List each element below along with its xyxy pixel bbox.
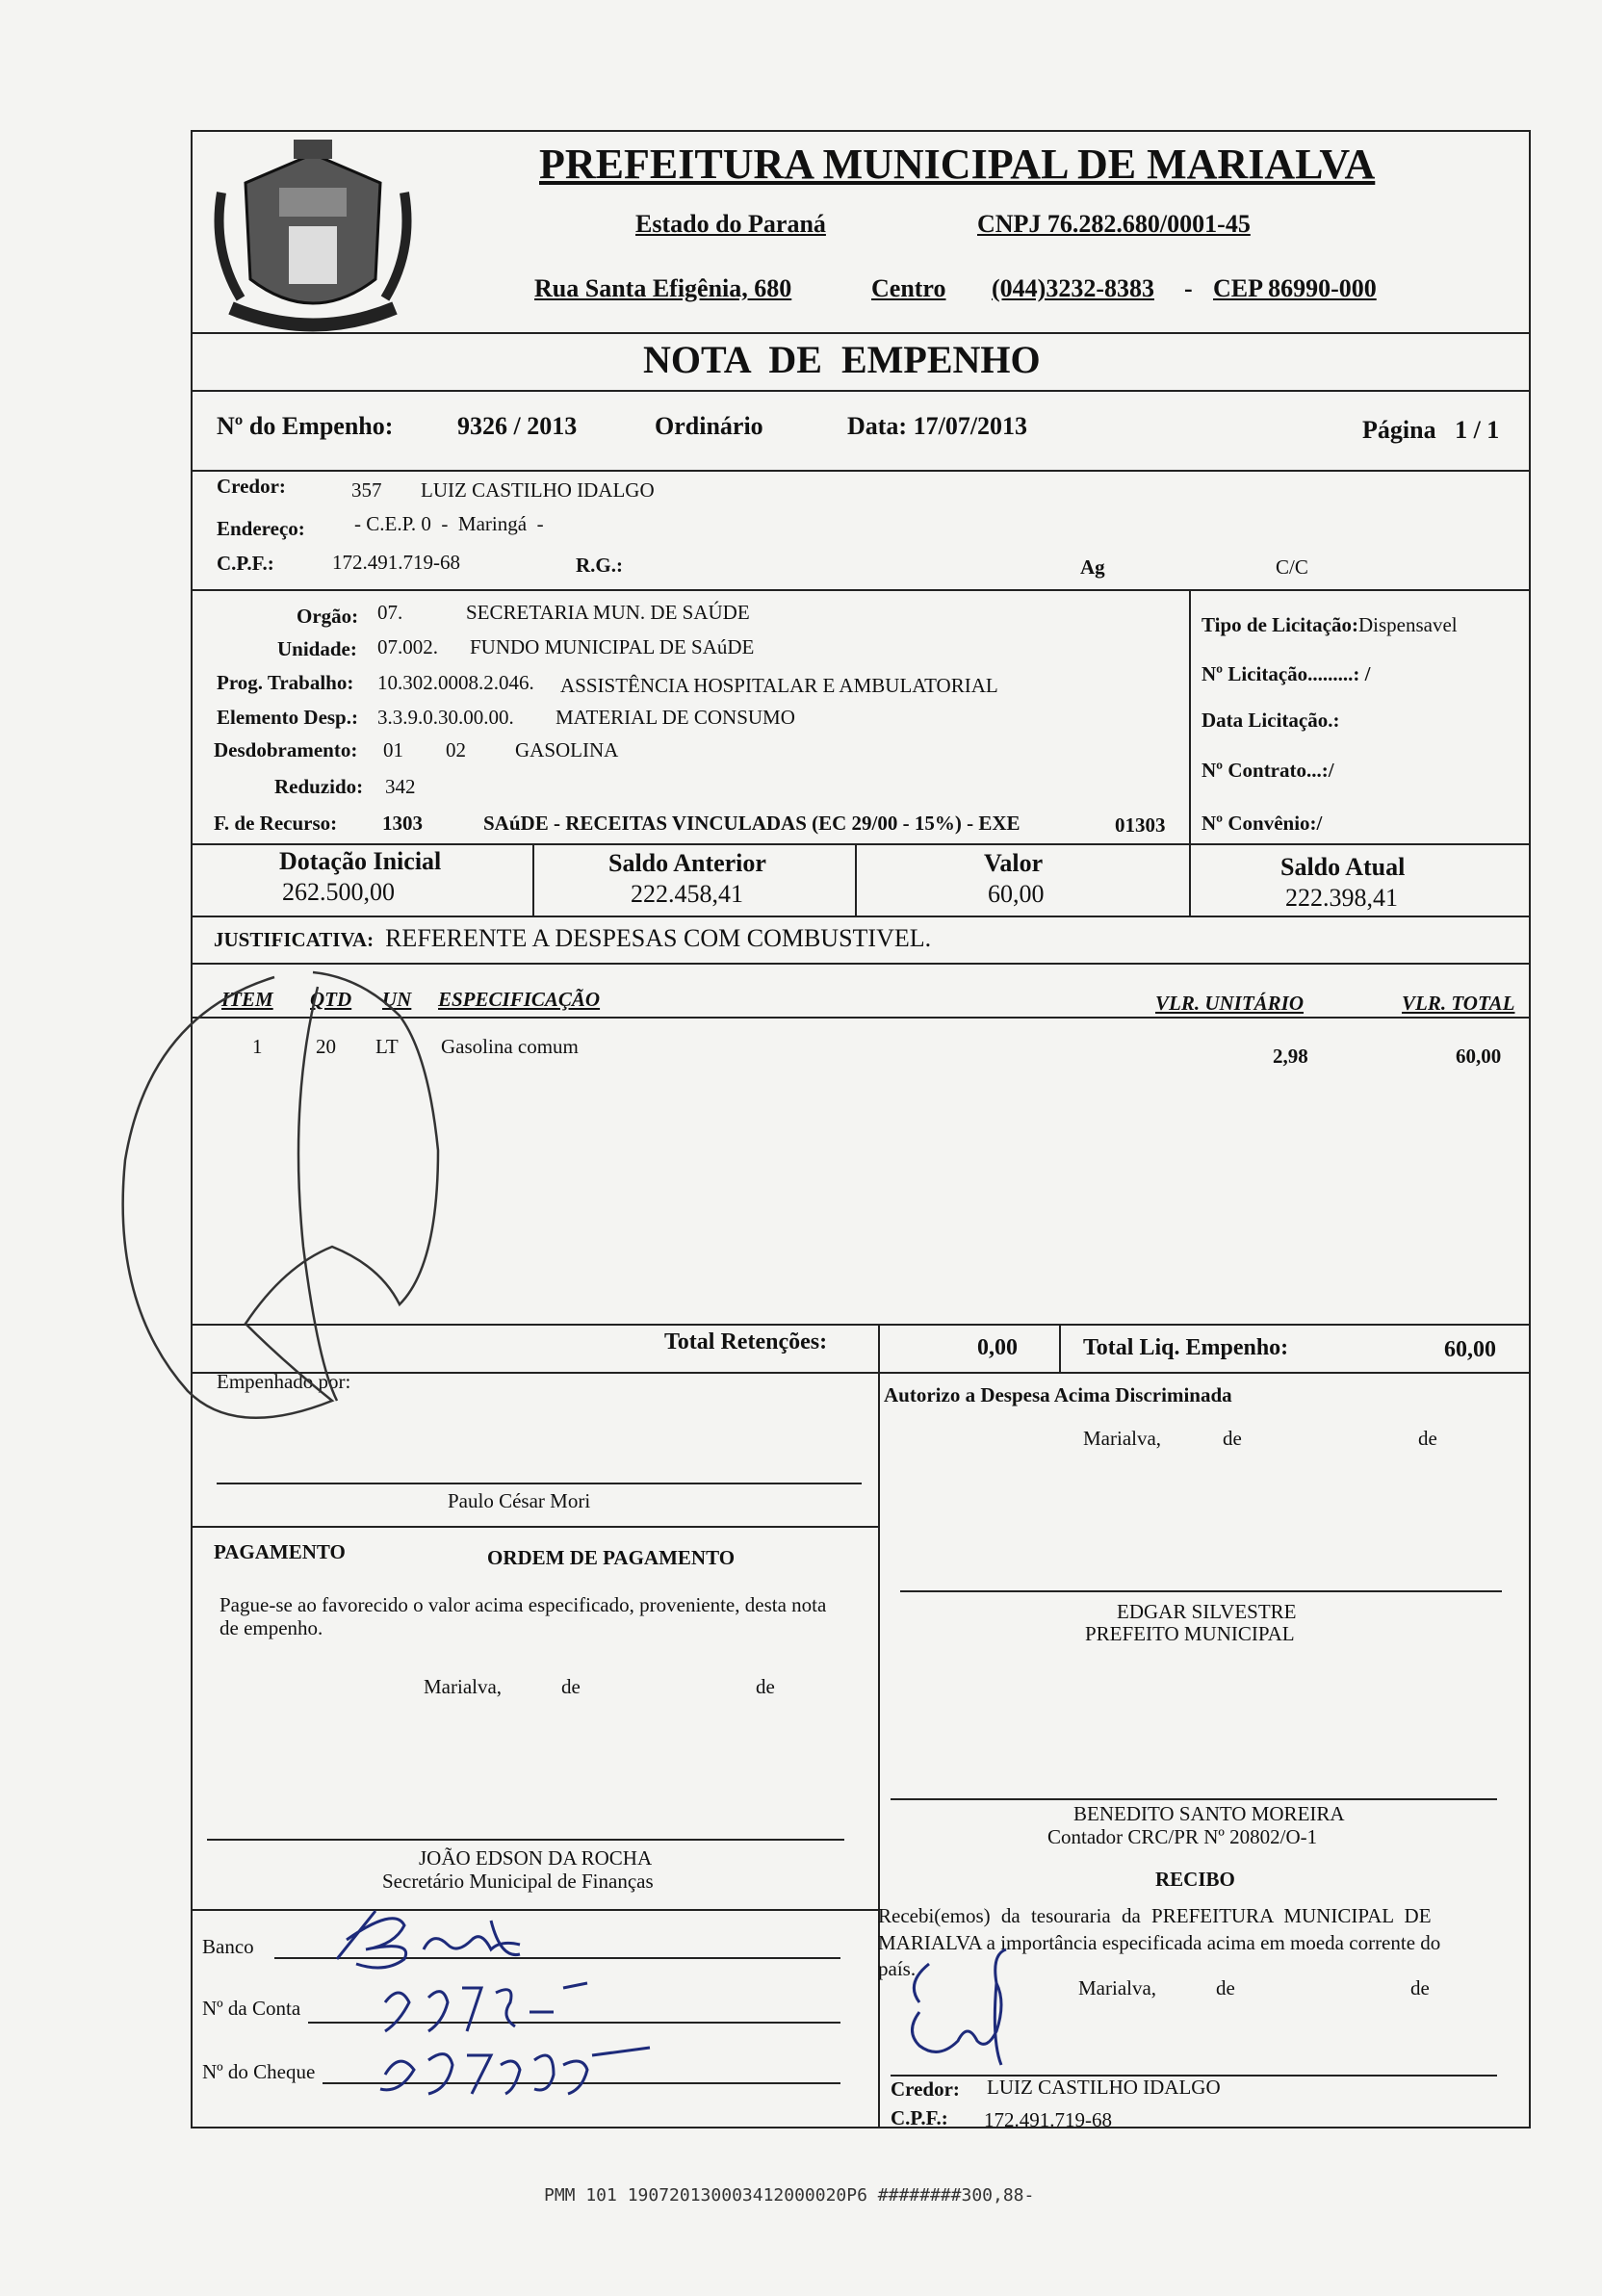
recibo-de-1: de [1216,1976,1235,1999]
licitacao-tipo [1202,613,1458,637]
prefeito-name: EDGAR SILVESTRE [1117,1600,1297,1623]
autorizo-label: Autorizo a Despesa Acima Discriminada [884,1383,1232,1406]
municipality-title: PREFEITURA MUNICIPAL DE MARIALVA [539,141,1376,188]
pagamento-de-1: de [561,1675,581,1698]
saldo-anterior-label: Saldo Anterior [608,849,766,877]
cnpj: CNPJ 76.282.680/0001-45 [977,210,1251,238]
contador-role: Contador CRC/PR Nº 20802/O-1 [1047,1825,1318,1848]
licitacao-numero: Nº Licitação.........: / [1202,662,1371,685]
liquido-value: 60,00 [1444,1337,1496,1362]
elemento-label: Elemento Desp.: [217,706,358,729]
cpf-value: 172.491.719-68 [332,551,460,574]
credor-name: LUIZ CASTILHO IDALGO [421,478,655,502]
recibo-title: RECIBO [1155,1868,1235,1891]
retencoes-value: 0,00 [977,1335,1018,1360]
credor-code: 357 [351,478,382,502]
secretario-role: Secretário Municipal de Finanças [382,1870,654,1893]
desdobramento-label: Desdobramento: [214,738,358,761]
prefeito-role: PREFEITO MUNICIPAL [1085,1622,1295,1645]
row-qtd: 20 [316,1035,336,1058]
unidade-name: FUNDO MUNICIPAL DE SAúDE [470,635,755,658]
pagamento-label: PAGAMENTO [214,1540,346,1563]
row-item: 1 [252,1035,263,1058]
autorizo-city: Marialva, [1083,1427,1162,1450]
credor-label: Credor: [217,475,286,498]
pen-scribble-loop [111,958,592,1439]
divider [1059,1324,1061,1372]
conta-handwriting [371,1974,592,2041]
divider [191,843,1531,845]
prog-label: Prog. Trabalho: [217,671,354,694]
col-unitario: VLR. UNITÁRIO [1155,992,1305,1015]
divider [1189,589,1191,843]
unidade-label: Unidade: [277,637,357,660]
col-un: UN [382,988,412,1011]
recurso-code-2: 01303 [1115,813,1166,837]
recibo-city: Marialva, [1078,1976,1157,1999]
justificativa-text: REFERENTE A DESPESAS COM COMBUSTIVEL. [385,924,932,952]
divider [855,843,857,916]
pagamento-city: Marialva, [424,1675,503,1698]
empenhado-signer: Paulo César Mori [448,1489,591,1512]
banco-handwriting [327,1901,558,1978]
prog-name: ASSISTÊNCIA HOSPITALAR E AMBULATORIAL [560,674,998,697]
state-name: Estado do Paraná [635,210,826,238]
liquido-label: Total Liq. Empenho: [1083,1335,1289,1360]
signature-line [900,1590,1502,1592]
recibo-de-2: de [1410,1976,1430,1999]
empenho-type: Ordinário [655,412,763,440]
row-un: LT [375,1035,399,1058]
licitacao-convenio: Nº Convênio:/ [1202,812,1323,835]
recurso-label: F. de Recurso: [214,812,338,835]
valor-label: Valor [984,849,1044,877]
street-address: Rua Santa Efigênia, 680 [534,274,792,302]
phone: (044)3232-8383 [992,274,1154,302]
barcode-text: PMM 101 190720130003412000020P6 ########300,88- [544,2185,1035,2206]
contador-name: BENEDITO SANTO MOREIRA [1073,1802,1345,1825]
licitacao-data: Data Licitação.: [1202,709,1340,732]
orgao-code: 07. [377,601,403,624]
recibo-text-1: Recebi(emos) da tesouraria da PREFEITURA MUNICIPAL DE [878,1904,1432,1927]
district: Centro [871,274,946,302]
desdobramento-name: GASOLINA [515,738,619,761]
banco-label: Banco [202,1935,254,1958]
col-qtd: QTD [310,988,352,1011]
recibo-text-2: MARIALVA a importância especificada acima em moeda corrente do [878,1931,1441,1954]
divider [191,390,1531,392]
recibo-cpf-label: C.P.F.: [891,2106,948,2129]
signature-line [207,1839,844,1841]
valor-value: 60,00 [988,880,1045,908]
cheque-label: Nº do Cheque [202,2060,316,2083]
saldo-atual-label: Saldo Atual [1280,853,1406,881]
ordem-pagamento-label: ORDEM DE PAGAMENTO [487,1546,736,1569]
municipal-crest-logo [202,135,424,342]
account-label: C/C [1276,555,1308,579]
orgao-label: Orgão: [297,605,359,628]
pagamento-de-2: de [756,1675,775,1698]
divider [878,1372,880,2128]
desdobramento-b: 02 [446,738,466,761]
saldo-atual-value: 222.398,41 [1285,884,1398,912]
licitacao-tipo-label: Tipo de Licitação: [1202,613,1358,636]
recibo-credor-label: Credor: [891,2077,960,2101]
pagamento-text: Pague-se ao favorecido o valor acima especificado, proveniente, desta nota de empenho. [220,1593,827,1639]
recibo-signature [900,1945,1045,2070]
address-label: Endereço: [217,517,305,540]
recibo-text-3: país. [878,1957,917,1980]
divider [532,843,534,916]
row-unitario: 2,98 [1273,1045,1308,1068]
recibo-cpf-value: 172.491.719-68 [984,2108,1112,2131]
licitacao-tipo-value: Dispensavel [1357,613,1458,636]
secretario-name: JOÃO EDSON DA ROCHA [419,1846,653,1870]
divider [1189,843,1191,916]
empenho-date: Data: 17/07/2013 [847,412,1028,440]
recurso-code: 1303 [382,812,423,835]
autorizo-de-1: de [1223,1427,1242,1450]
divider [191,589,1531,591]
row-especificacao: Gasolina comum [441,1035,579,1058]
dotacao-value: 262.500,00 [282,878,395,906]
recurso-name: SAúDE - RECEITAS VINCULADAS (EC 29/00 - 15%) - EXE [483,812,1021,835]
desdobramento-a: 01 [383,738,403,761]
row-total: 60,00 [1456,1045,1502,1068]
unidade-code: 07.002. [377,635,438,658]
cep: CEP 86990-000 [1213,274,1377,302]
cpf-label: C.P.F.: [217,552,274,575]
col-total: VLR. TOTAL [1402,992,1515,1015]
conta-label: Nº da Conta [202,1997,301,2020]
col-item: ITEM [221,988,273,1011]
orgao-name: SECRETARIA MUN. DE SAÚDE [466,601,750,624]
licitacao-contrato: Nº Contrato...:/ [1202,759,1334,782]
rg-label: R.G.: [576,554,623,577]
separator-dash: - [1184,274,1193,302]
divider [191,470,1531,472]
col-especificacao: ESPECIFICAÇÃO [438,988,601,1011]
address-value: - C.E.P. 0 - Maringá - [354,512,544,535]
justificativa [214,924,931,953]
empenho-number: 9326 / 2013 [457,412,578,440]
elemento-name: MATERIAL DE CONSUMO [556,706,795,729]
page-number: Página 1 / 1 [1362,416,1500,444]
divider [191,332,1531,334]
cheque-handwriting [371,2036,659,2103]
empenhado-label: Empenhado por: [217,1370,351,1393]
recibo-credor-name: LUIZ CASTILHO IDALGO [987,2076,1221,2099]
signature-line [217,1483,862,1484]
divider [191,1526,878,1528]
autorizo-de-2: de [1418,1427,1437,1450]
prog-code: 10.302.0008.2.046. [377,671,534,694]
signature-line [891,1798,1497,1800]
reduzido-label: Reduzido: [274,775,364,798]
document-title: NOTA DE EMPENHO [643,338,1041,381]
elemento-code: 3.3.9.0.30.00.00. [377,706,514,729]
agency-label: Ag [1080,555,1105,579]
divider [191,916,1531,917]
dotacao-label: Dotação Inicial [279,847,442,875]
reduzido-value: 342 [385,775,416,798]
divider [878,1324,880,1372]
justificativa-label: JUSTIFICATIVA: [214,928,375,951]
empenho-number-label: Nº do Empenho: [217,412,394,440]
retencoes-label: Total Retenções: [664,1329,828,1354]
saldo-anterior-value: 222.458,41 [631,880,743,908]
